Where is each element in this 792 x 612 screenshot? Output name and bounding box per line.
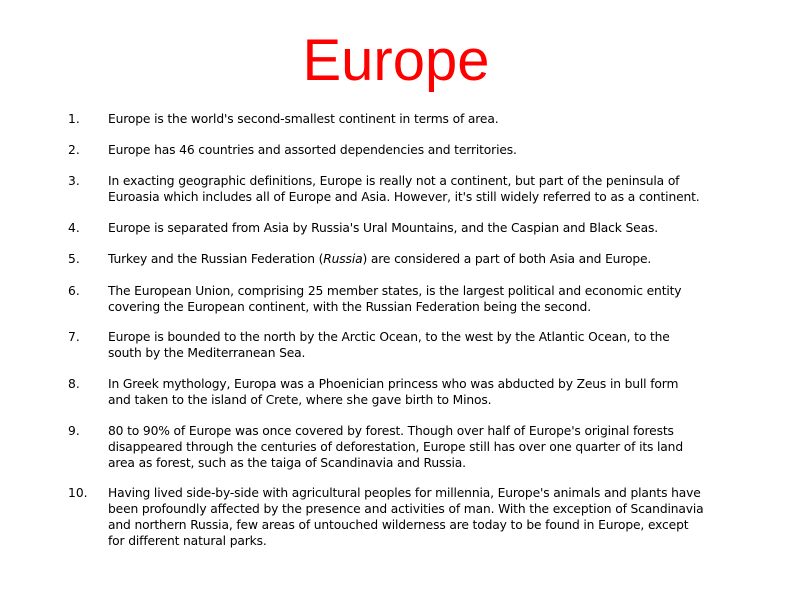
slide-title: Europe	[302, 28, 490, 93]
item-text: In exacting geographic definitions, Europe is really not a continent, but part of the peninsula of	[108, 174, 680, 188]
item-number: 5.	[68, 252, 80, 266]
item-text: covering the European continent, with the Russian Federation being the second.	[108, 300, 591, 314]
item-number: 1.	[68, 112, 80, 126]
item-text: The European Union, comprising 25 member states, is the largest political and economic entity	[108, 284, 682, 298]
item-number: 2.	[68, 143, 80, 157]
item-text: for different natural parks.	[108, 534, 267, 548]
item-text-part: Turkey and the Russian Federation (	[108, 252, 324, 266]
item-number: 7.	[68, 330, 80, 344]
item-text: Europe is the world's second-smallest continent in terms of area.	[108, 112, 499, 126]
item-text: and taken to the island of Crete, where she gave birth to Minos.	[108, 393, 492, 407]
item-text: Euroasia which includes all of Europe and Asia. However, it's still widely referred to as a continent.	[108, 190, 700, 204]
item-text: been profoundly affected by the presence and activities of man. With the exception of Scandinavia	[108, 502, 704, 516]
item-text: south by the Mediterranean Sea.	[108, 346, 306, 360]
item-text	[108, 251, 651, 267]
item-text: area as forest, such as the taiga of Scandinavia and Russia.	[108, 456, 466, 470]
item-text-italic: Russia	[323, 252, 363, 266]
item-text: Europe is separated from Asia by Russia's Ural Mountains, and the Caspian and Black Seas.	[108, 221, 658, 235]
item-text: In Greek mythology, Europa was a Phoenician princess who was abducted by Zeus in bull form	[108, 377, 679, 391]
item-text: and northern Russia, few areas of untouched wilderness are today to be found in Europe, except	[108, 518, 689, 532]
item-text: disappeared through the centuries of deforestation, Europe still has over one quarter of its land	[108, 440, 683, 454]
item-number: 3.	[68, 174, 80, 188]
item-number: 9.	[68, 424, 80, 438]
item-text-part: ) are considered a part of both Asia and Europe.	[362, 252, 652, 266]
item-text: 80 to 90% of Europe was once covered by forest. Though over half of Europe's original forests	[108, 424, 674, 438]
item-text: Having lived side-by-side with agricultural peoples for millennia, Europe's animals and plants have	[108, 486, 701, 500]
item-number: 6.	[68, 284, 80, 298]
item-number: 10.	[68, 486, 88, 500]
item-text: Europe is bounded to the north by the Arctic Ocean, to the west by the Atlantic Ocean, to the	[108, 330, 670, 344]
item-number: 8.	[68, 377, 80, 391]
item-text: Europe has 46 countries and assorted dependencies and territories.	[108, 143, 517, 157]
item-number: 4.	[68, 221, 80, 235]
